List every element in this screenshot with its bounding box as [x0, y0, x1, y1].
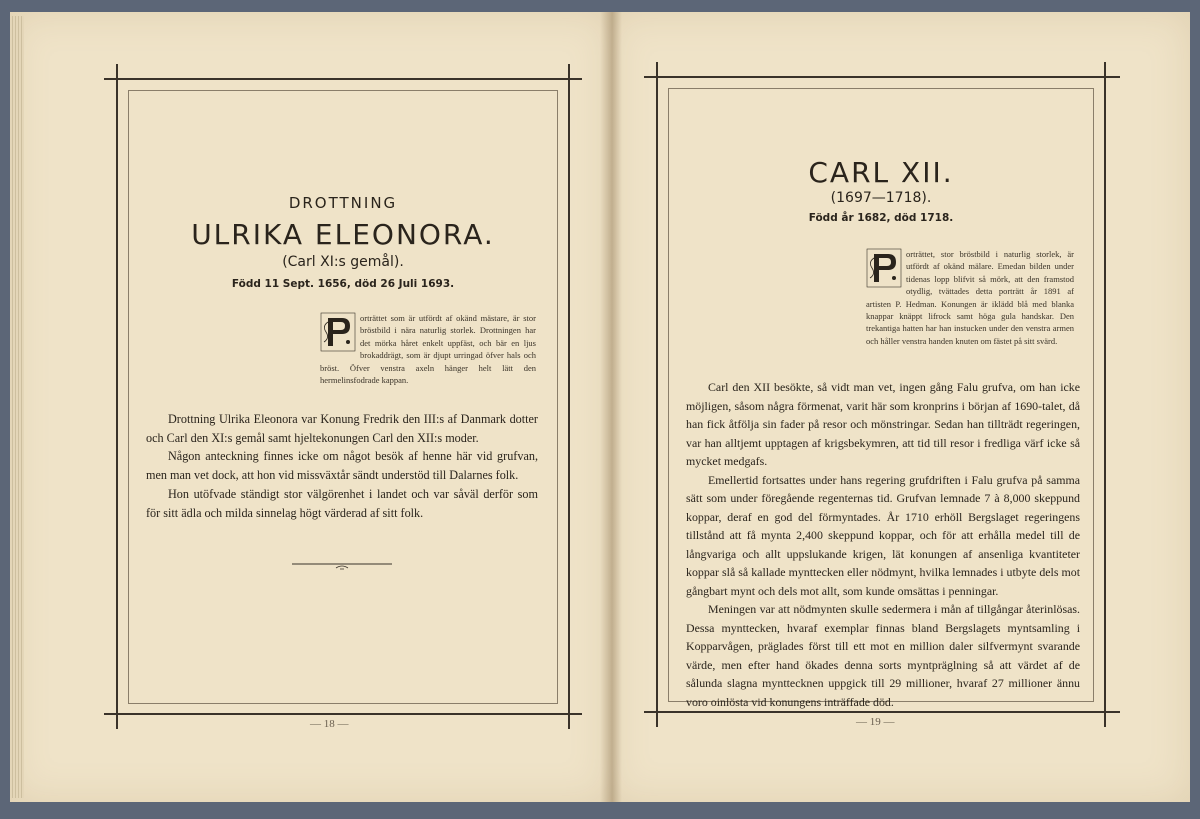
portrait-note-text: orträttet som är utfördt af okänd mästare, är stor bröstbild i nära naturlig storlek. Drottningen har det mörka håret enkelt uppfäst, och bär en ljus brokaddrägt, som är djupt urringad öfver hals och bröst. Öfver venstra axeln hänger helt lätt den hermelinsfodrade kappan. — [320, 313, 536, 386]
page-edges — [10, 16, 24, 798]
inner-frame — [128, 90, 558, 704]
frame-top-line — [104, 78, 582, 80]
subtitle: (1697—1718). — [830, 190, 932, 206]
born-dates: Född 11 Sept. 1656, död 26 Juli 1693. — [231, 278, 455, 290]
frame-bottom-line — [644, 711, 1120, 713]
decorative-initial-p-icon — [866, 248, 902, 288]
title-large: ULRIKA ELEONORA. — [191, 218, 495, 251]
book-gutter — [600, 12, 622, 802]
portrait-note — [866, 248, 1074, 347]
portrait-note-text: orträttet, stor bröstbild i naturlig storlek, är utfördt af okänd mälare. Emedan bilden under tidenas lopp blifvit så mörk, att den framstod otydlig, tvättades detta porträtt år 1891 af artisten P. Hedman. Konungen är iklädd blå med blanka knappar knäppt lifrock samt höga gula handskar. Den trekantiga hatten har han instucken under den venstra armen och håller venstra handen knuten om fästet på sitt svärd. — [866, 249, 1074, 346]
page-number: — 19 — — [856, 716, 895, 728]
body-text — [146, 410, 538, 522]
frame-left-line — [116, 64, 118, 729]
book-spread — [10, 12, 1190, 802]
page-number: — 18 — — [310, 718, 349, 730]
frame-bottom-line — [104, 713, 582, 715]
paragraph-1: Drottning Ulrika Eleonora var Konung Fredrik den III:s af Danmark dotter och Carl den XI:s gemål samt hjeltekonungen Carl den XII:s moder. — [146, 412, 538, 445]
right-page — [610, 12, 1190, 802]
paragraph-1: Carl den XII besökte, så vidt man vet, ingen gång Falu grufva, om han icke möjligen, såsom några förmenat, varit här som kronprins i början af 1690-talet, då han fick åtfölja sin fader på resor och mönstringar. Sedan han tillträdt regeringen, var han alltjemt upptagen af krigsbekymren, att tid till resor i fredliga värf icke så mycket medgafs. — [686, 380, 1080, 468]
paragraph-3: Hon utöfvade ständigt stor välgörenhet i landet och var såväl derför som för sitt ädla och milda sinnelag högt värderad af sitt folk. — [146, 486, 538, 520]
frame-top-line — [644, 76, 1120, 78]
frame-right-line — [568, 64, 570, 729]
subtitle: (Carl XI:s gemål). — [282, 254, 404, 270]
paragraph-2: Emellertid fortsattes under hans regering grufdriften i Falu grufva på samma sätt som under föregående regenternas tid. Grufvan lemnade 7 à 8,000 skeppund koppar, deraf en god del förmyntades. År 1710 erhöll Bergslaget regeringens tillstånd att få mynta 2,400 skeppund koppar, och för att erhålla medel till de långvariga och allt uppslukande krigen, lät konungen af ansenliga kvantiteter koppar slå så kallade mynttecken eller nödmynt, hvilka lemnades i utbyte dels mot gångbart mynt och dels mot allt, som kunde omsättas i penningar. — [686, 472, 1080, 598]
title-small: DROTTNING — [288, 194, 398, 212]
decorative-initial-p-icon — [320, 312, 356, 352]
paragraph-3: Meningen var att nödmynten skulle sedermera i mån af tillgångar återinlösas. Dessa mynttecken, hvaraf exemplar finnas bland Bergslagets myntsamling i Kopparvågen, präglades först till ett mot en million daler silfvermynt svarande värde, men efter hand ökades denna sorts myntpräglning så att värdet af de sålunda slagna mynttecknen uppgick till 29 millioner, hvaraf 27 millioner ännu voro oinlösta vid konungens inträffade död. — [686, 602, 1080, 709]
title-large: CARL XII. — [808, 156, 954, 189]
paragraph-2: Någon anteckning finnes icke om något besök af henne här vid grufvan, men man vet dock, att hon vid missväxtår sändt understöd till Dalarnes folk. — [146, 449, 538, 483]
ornament-divider-icon — [292, 560, 392, 572]
portrait-note — [320, 312, 536, 386]
born-dates: Född år 1682, död 1718. — [808, 212, 954, 224]
body-text — [686, 378, 1080, 711]
left-page — [10, 12, 610, 802]
